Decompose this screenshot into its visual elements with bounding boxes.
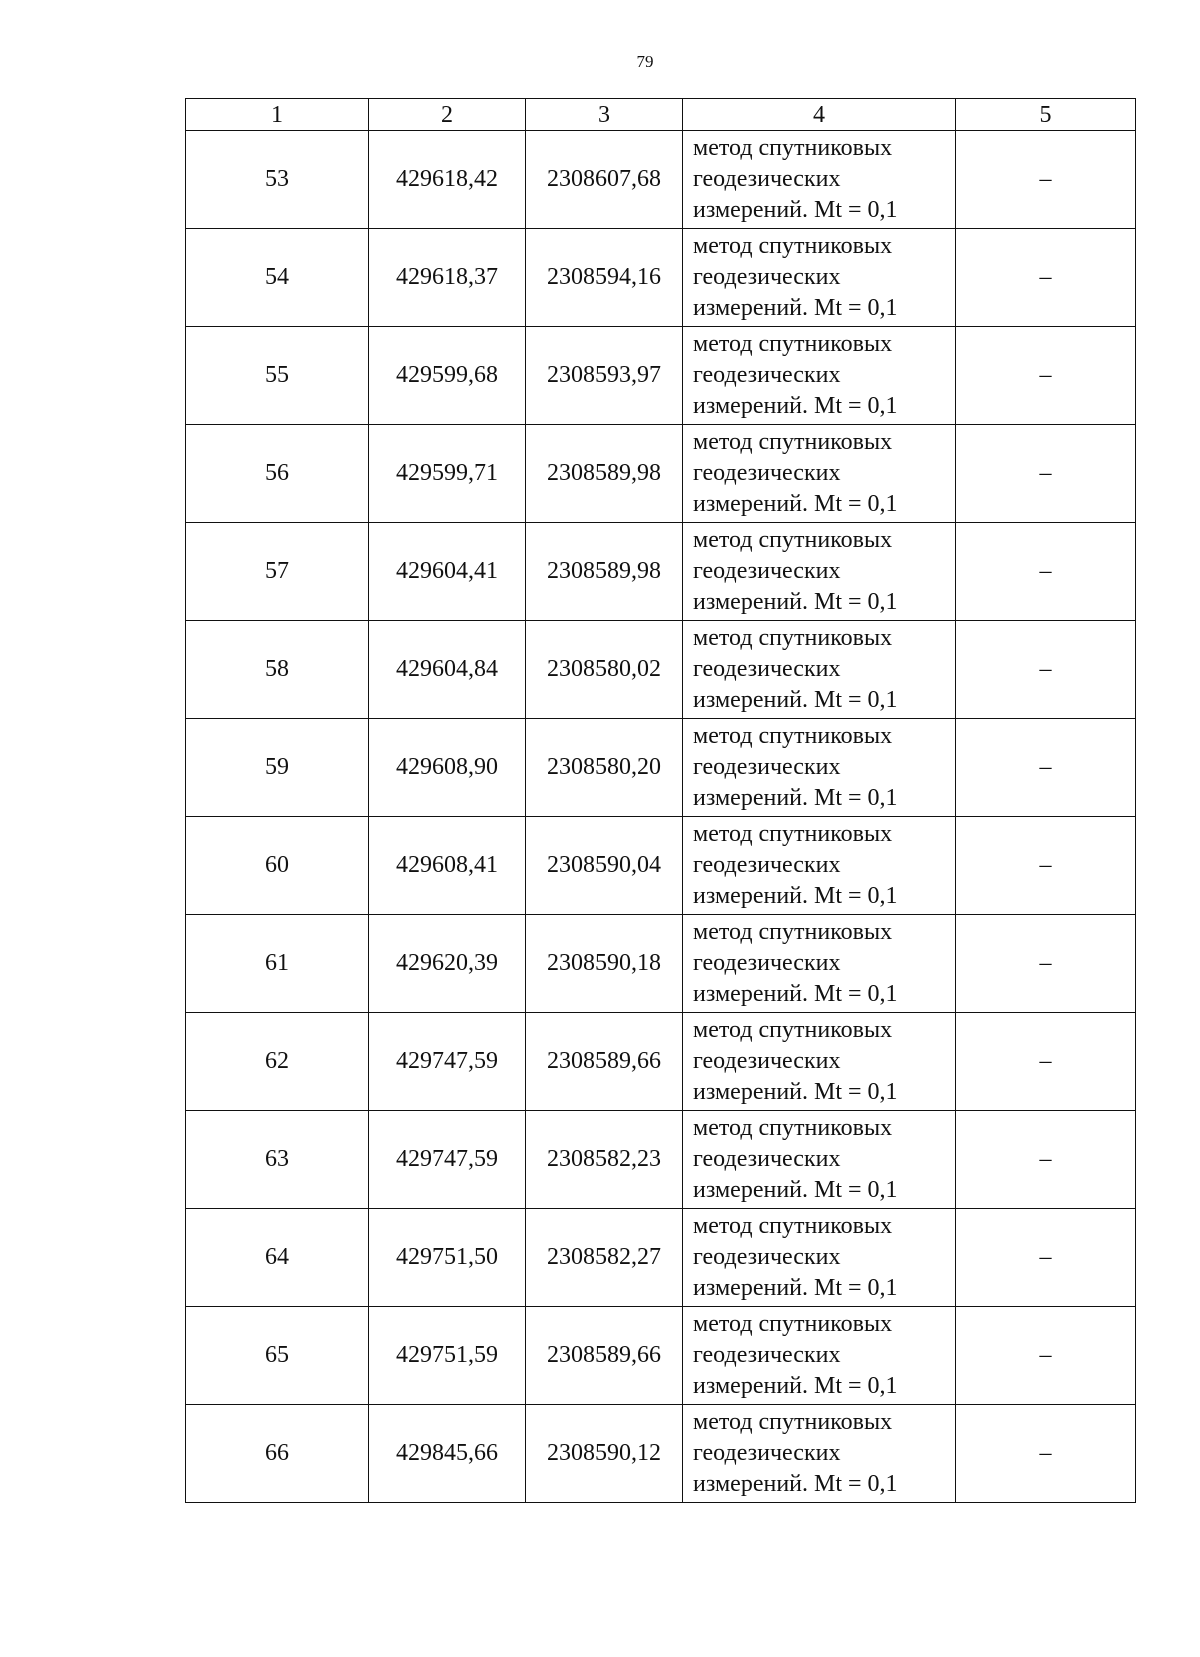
point-number-cell: 61 [186,915,369,1013]
method-text-line: измерений. Mt = 0,1 [693,687,898,713]
column-header: 2 [369,99,526,131]
point-number-cell: 59 [186,719,369,817]
note-cell: – [956,621,1136,719]
note-cell: – [956,1405,1136,1503]
coordinate-y-cell: 2308594,16 [526,229,683,327]
method-text-line: метод спутниковых [693,429,893,455]
method-cell [683,131,956,229]
coordinate-x-cell: 429599,71 [369,425,526,523]
coordinate-y-cell: 2308589,98 [526,523,683,621]
point-number-cell: 58 [186,621,369,719]
coordinate-y-cell: 2308589,66 [526,1307,683,1405]
column-header: 5 [956,99,1136,131]
note-cell: – [956,915,1136,1013]
method-text-line: метод спутниковых [693,1115,893,1141]
method-text-line: измерений. Mt = 0,1 [693,295,898,321]
table-row [186,523,1136,621]
method-text-line: измерений. Mt = 0,1 [693,1177,898,1203]
method-text-line: метод спутниковых [693,233,893,259]
method-cell [683,915,956,1013]
method-text-line: метод спутниковых [693,135,893,161]
method-text-line: измерений. Mt = 0,1 [693,1079,898,1105]
method-text-line: метод спутниковых [693,625,893,651]
method-text-line: геодезических [693,950,841,976]
table-header-row [186,99,1136,131]
table-row [186,229,1136,327]
note-cell: – [956,817,1136,915]
table-row [186,719,1136,817]
method-text-line: измерений. Mt = 0,1 [693,589,898,615]
coordinate-x-cell: 429618,42 [369,131,526,229]
method-text-line: измерений. Mt = 0,1 [693,393,898,419]
method-text-line: геодезических [693,1048,841,1074]
coordinate-x-cell: 429599,68 [369,327,526,425]
coordinate-y-cell: 2308593,97 [526,327,683,425]
table-row [186,817,1136,915]
method-text-line: измерений. Mt = 0,1 [693,981,898,1007]
method-text-line: геодезических [693,754,841,780]
coordinate-x-cell: 429618,37 [369,229,526,327]
point-number-cell: 57 [186,523,369,621]
method-text-line: геодезических [693,460,841,486]
coordinates-table [185,98,1136,1503]
method-text-line: измерений. Mt = 0,1 [693,1373,898,1399]
note-cell: – [956,719,1136,817]
method-text-line: геодезических [693,264,841,290]
method-text-line: измерений. Mt = 0,1 [693,197,898,223]
coordinate-x-cell: 429620,39 [369,915,526,1013]
page-number: 79 [636,52,654,71]
method-cell [683,719,956,817]
method-cell [683,523,956,621]
point-number-cell: 64 [186,1209,369,1307]
table-row [186,1209,1136,1307]
point-number-cell: 55 [186,327,369,425]
method-text-line: геодезических [693,1342,841,1368]
method-text-line: геодезических [693,1146,841,1172]
method-cell [683,817,956,915]
method-cell [683,1111,956,1209]
coordinate-x-cell: 429608,90 [369,719,526,817]
point-number-cell: 54 [186,229,369,327]
note-cell: – [956,1209,1136,1307]
method-text-line: метод спутниковых [693,1311,893,1337]
note-cell: – [956,131,1136,229]
coordinate-y-cell: 2308590,04 [526,817,683,915]
table-row [186,915,1136,1013]
coordinate-x-cell: 429845,66 [369,1405,526,1503]
method-cell [683,425,956,523]
note-cell: – [956,425,1136,523]
coordinate-y-cell: 2308589,98 [526,425,683,523]
coordinate-y-cell: 2308582,27 [526,1209,683,1307]
method-text-line: метод спутниковых [693,821,893,847]
note-cell: – [956,1111,1136,1209]
method-text-line: геодезических [693,166,841,192]
method-text-line: геодезических [693,362,841,388]
coordinate-x-cell: 429604,84 [369,621,526,719]
column-header: 4 [683,99,956,131]
table-row [186,621,1136,719]
note-cell: – [956,523,1136,621]
method-text-line: геодезических [693,1244,841,1270]
method-text-line: измерений. Mt = 0,1 [693,785,898,811]
table-row [186,1405,1136,1503]
coordinate-x-cell: 429608,41 [369,817,526,915]
coordinate-y-cell: 2308582,23 [526,1111,683,1209]
method-cell [683,1405,956,1503]
method-cell [683,621,956,719]
method-text-line: метод спутниковых [693,1409,893,1435]
table-row [186,1307,1136,1405]
method-text-line: метод спутниковых [693,919,893,945]
coordinate-x-cell: 429751,50 [369,1209,526,1307]
method-text-line: метод спутниковых [693,1017,893,1043]
note-cell: – [956,1013,1136,1111]
method-text-line: геодезических [693,1440,841,1466]
point-number-cell: 53 [186,131,369,229]
point-number-cell: 63 [186,1111,369,1209]
point-number-cell: 56 [186,425,369,523]
coordinate-x-cell: 429604,41 [369,523,526,621]
method-text-line: метод спутниковых [693,723,893,749]
method-text-line: метод спутниковых [693,331,893,357]
method-cell [683,327,956,425]
note-cell: – [956,1307,1136,1405]
point-number-cell: 62 [186,1013,369,1111]
column-header: 1 [186,99,369,131]
note-cell: – [956,229,1136,327]
method-text-line: измерений. Mt = 0,1 [693,883,898,909]
table-row [186,1111,1136,1209]
method-cell [683,1307,956,1405]
point-number-cell: 65 [186,1307,369,1405]
method-cell [683,229,956,327]
method-cell [683,1209,956,1307]
coordinate-x-cell: 429747,59 [369,1111,526,1209]
table-row [186,327,1136,425]
method-text-line: измерений. Mt = 0,1 [693,491,898,517]
coordinate-y-cell: 2308590,18 [526,915,683,1013]
table-row [186,1013,1136,1111]
table-row [186,131,1136,229]
coordinate-y-cell: 2308580,20 [526,719,683,817]
coordinate-y-cell: 2308580,02 [526,621,683,719]
coordinate-x-cell: 429747,59 [369,1013,526,1111]
coordinate-y-cell: 2308607,68 [526,131,683,229]
method-text-line: метод спутниковых [693,1213,893,1239]
point-number-cell: 66 [186,1405,369,1503]
method-text-line: геодезических [693,852,841,878]
method-text-line: метод спутниковых [693,527,893,553]
coordinate-y-cell: 2308589,66 [526,1013,683,1111]
coordinate-x-cell: 429751,59 [369,1307,526,1405]
note-cell: – [956,327,1136,425]
column-header: 3 [526,99,683,131]
method-text-line: измерений. Mt = 0,1 [693,1471,898,1497]
method-text-line: геодезических [693,558,841,584]
point-number-cell: 60 [186,817,369,915]
coordinate-y-cell: 2308590,12 [526,1405,683,1503]
method-text-line: измерений. Mt = 0,1 [693,1275,898,1301]
method-text-line: геодезических [693,656,841,682]
method-cell [683,1013,956,1111]
table-row [186,425,1136,523]
